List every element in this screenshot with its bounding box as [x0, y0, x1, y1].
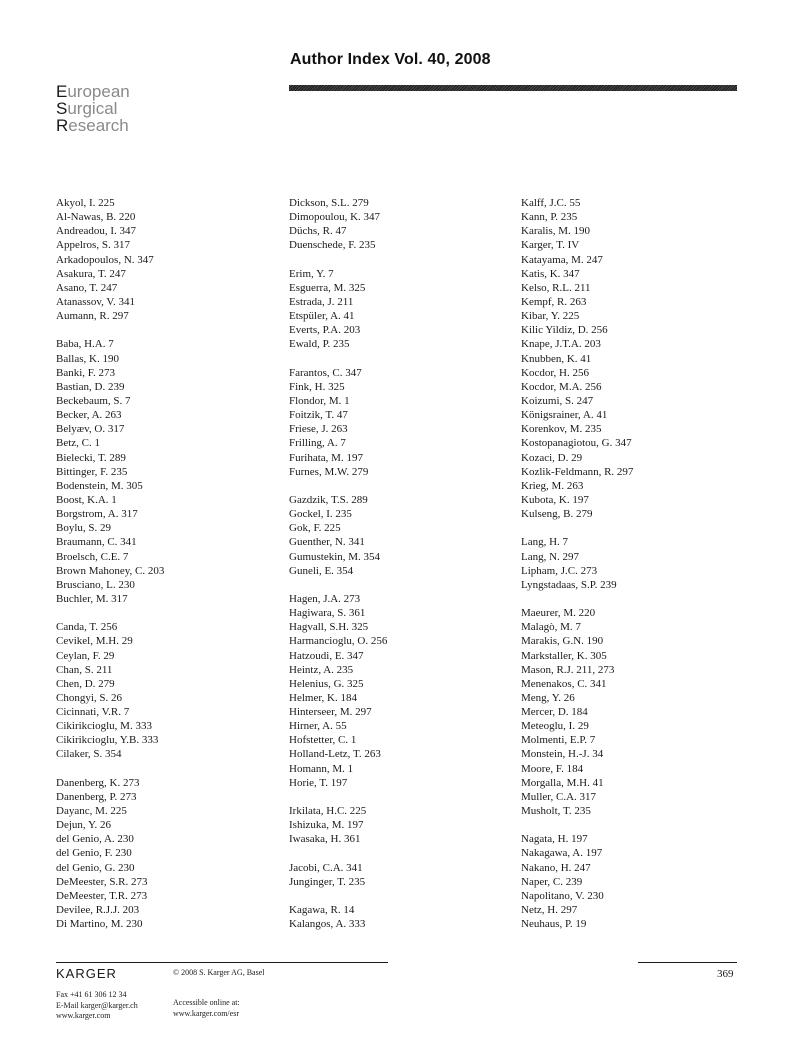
publisher-contact: [56, 990, 138, 1022]
author-group: [289, 804, 519, 846]
copyright-text: © 2008 S. Karger AG, Basel: [173, 968, 265, 977]
author-entry: del Genio, F. 230: [56, 847, 132, 860]
author-entry: Etspüler, A. 41: [289, 310, 355, 323]
author-entry: Kibar, Y. 225: [521, 310, 580, 323]
author-entry: Hagen, J.A. 273: [289, 592, 361, 605]
author-entry: Danenberg, P. 273: [56, 790, 137, 803]
author-entry: Horie, T. 197: [289, 776, 348, 789]
author-entry: Atanassov, V. 341: [56, 295, 135, 308]
logo-rest-3: esearch: [68, 116, 129, 135]
logo-cap-3: R: [56, 116, 69, 135]
author-entry: Knubben, K. 41: [521, 352, 592, 365]
author-entry: Cikirikcioglu, M. 333: [56, 720, 152, 733]
author-entry: Hofstetter, C. 1: [289, 734, 357, 747]
author-entry: Buchler, M. 317: [56, 592, 128, 605]
author-entry: Korenkov, M. 235: [521, 423, 602, 436]
author-group: [289, 267, 519, 352]
author-entry: Hirner, A. 55: [289, 720, 347, 733]
online-access: [173, 998, 240, 1019]
author-entry: Hatzoudi, E. 347: [289, 649, 364, 662]
author-entry: Maeurer, M. 220: [521, 607, 596, 620]
author-entry: Brown Mahoney, C. 203: [56, 564, 165, 577]
footer-rule-left: [56, 962, 388, 963]
author-entry: Cicinnati, V.R. 7: [56, 706, 130, 719]
author-entry: Monstein, H.-J. 34: [521, 748, 604, 761]
author-entry: Danenberg, K. 273: [56, 776, 140, 789]
author-entry: Kalangos, A. 333: [289, 918, 366, 931]
author-entry: Nakano, H. 247: [521, 861, 591, 874]
author-entry: Kann, P. 235: [521, 211, 578, 224]
author-entry: Estrada, J. 211: [289, 295, 354, 308]
author-entry: Cilaker, S. 354: [56, 748, 122, 761]
page-number: 369: [717, 968, 734, 980]
author-entry: Naper, C. 239: [521, 875, 583, 888]
author-entry: Nakagawa, A. 197: [521, 847, 603, 860]
author-entry: Knape, J.T.A. 203: [521, 338, 601, 351]
author-entry: Betz, C. 1: [56, 437, 100, 450]
logo-rest-2: urgical: [67, 99, 118, 118]
author-entry: Heintz, A. 235: [289, 663, 354, 676]
author-entry: Düchs, R. 47: [289, 225, 347, 238]
logo-cap-2: S: [56, 99, 68, 118]
author-entry: Boylu, S. 29: [56, 522, 112, 535]
author-entry: Braumann, C. 341: [56, 536, 137, 549]
author-entry: Furnes, M.W. 279: [289, 465, 369, 478]
email-text: E-Mail karger@karger.ch: [56, 1000, 138, 1010]
author-entry: Hagvall, S.H. 325: [289, 621, 369, 634]
author-entry: Becker, A. 263: [56, 409, 122, 422]
author-group: [521, 196, 751, 521]
author-entry: Borgstrom, A. 317: [56, 508, 138, 521]
author-entry: Molmenti, E.P. 7: [521, 734, 596, 747]
author-group: [521, 535, 751, 592]
author-entry: Cevikel, M.H. 29: [56, 635, 133, 648]
author-entry: Chen, D. 279: [56, 677, 115, 690]
author-entry: Lang, H. 7: [521, 536, 569, 549]
author-entry: Frilling, A. 7: [289, 437, 346, 450]
author-entry: Ishizuka, M. 197: [289, 819, 364, 832]
author-entry: Ceylan, F. 29: [56, 649, 115, 662]
author-entry: Napolitano, V. 230: [521, 889, 604, 902]
author-entry: Andreadou, I. 347: [56, 225, 137, 238]
author-entry: del Genio, A. 230: [56, 833, 134, 846]
author-entry: Beckebaum, S. 7: [56, 394, 131, 407]
author-entry: Everts, P.A. 203: [289, 324, 361, 337]
author-entry: Chan, S. 211: [56, 663, 113, 676]
accessible-url[interactable]: www.karger.com/esr: [173, 1008, 239, 1018]
author-entry: Musholt, T. 235: [521, 805, 591, 818]
author-entry: Lang, N. 297: [521, 550, 580, 563]
author-entry: Flondor, M. 1: [289, 394, 350, 407]
author-entry: Kulseng, B. 279: [521, 508, 593, 521]
author-entry: Friese, J. 263: [289, 423, 348, 436]
author-entry: Mason, R.J. 211, 273: [521, 663, 615, 676]
author-entry: Kubota, K. 197: [521, 493, 589, 506]
author-group: [56, 337, 286, 606]
author-entry: Baba, H.A. 7: [56, 338, 114, 351]
author-entry: Foitzik, T. 47: [289, 409, 348, 422]
author-entry: Iwasaka, H. 361: [289, 833, 361, 846]
author-entry: Broelsch, C.E. 7: [56, 550, 129, 563]
author-entry: Jacobi, C.A. 341: [289, 861, 363, 874]
author-entry: Koizumi, S. 247: [521, 394, 594, 407]
author-entry: Mercer, D. 184: [521, 706, 588, 719]
author-entry: Asano, T. 247: [56, 281, 118, 294]
index-column-1: [56, 196, 286, 945]
author-entry: Gok, F. 225: [289, 522, 341, 535]
logo-cap-1: E: [56, 82, 68, 101]
author-entry: Moore, F. 184: [521, 762, 584, 775]
author-entry: Kilic Yildiz, D. 256: [521, 324, 608, 337]
author-entry: Marakis, G.N. 190: [521, 635, 604, 648]
author-entry: Kagawa, R. 14: [289, 904, 355, 917]
author-entry: del Genio, G. 230: [56, 861, 135, 874]
author-entry: Arkadopoulos, N. 347: [56, 253, 154, 266]
author-group: [521, 832, 751, 931]
author-entry: DeMeester, S.R. 273: [56, 875, 148, 888]
author-entry: Asakura, T. 247: [56, 267, 126, 280]
author-entry: Guneli, E. 354: [289, 564, 354, 577]
author-entry: Neuhaus, P. 19: [521, 918, 587, 931]
author-group: [521, 606, 751, 818]
author-entry: Belyæv, O. 317: [56, 423, 125, 436]
author-entry: Kocdor, H. 256: [521, 366, 589, 379]
author-entry: Katis, K. 347: [521, 267, 580, 280]
author-entry: Karger, T. IV: [521, 239, 580, 252]
author-entry: Bittinger, F. 235: [56, 465, 128, 478]
author-entry: Irkilata, H.C. 225: [289, 805, 367, 818]
website-link[interactable]: www.karger.com: [56, 1011, 111, 1020]
author-entry: Farantos, C. 347: [289, 366, 362, 379]
author-entry: Holland-Letz, T. 263: [289, 748, 381, 761]
author-entry: Banki, F. 273: [56, 366, 116, 379]
author-entry: Ballas, K. 190: [56, 352, 119, 365]
author-entry: Harmancioglu, O. 256: [289, 635, 388, 648]
author-entry: Aumann, R. 297: [56, 310, 129, 323]
author-entry: Boost, K.A. 1: [56, 493, 117, 506]
logo-rest-1: uropean: [67, 82, 130, 101]
author-entry: DeMeester, T.R. 273: [56, 889, 148, 902]
author-group: [56, 620, 286, 761]
author-entry: Al-Nawas, B. 220: [56, 211, 136, 224]
author-entry: Gumustekin, M. 354: [289, 550, 381, 563]
author-entry: Kostopanagiotou, G. 347: [521, 437, 632, 450]
author-entry: Kalff, J.C. 55: [521, 197, 581, 209]
index-column-2: [289, 196, 519, 945]
author-entry: Bodenstein, M. 305: [56, 479, 143, 492]
author-entry: Devilee, R.J.J. 203: [56, 904, 140, 917]
author-entry: Homann, M. 1: [289, 762, 354, 775]
author-entry: Dickson, S.L. 279: [289, 197, 369, 209]
author-entry: Malagò, M. 7: [521, 621, 581, 634]
author-group: [289, 903, 519, 931]
author-entry: Canda, T. 256: [56, 621, 118, 634]
author-group: [289, 592, 519, 790]
author-entry: Bielecki, T. 289: [56, 451, 126, 464]
author-entry: Dejun, Y. 26: [56, 819, 111, 832]
logo-line-3: [56, 117, 130, 134]
fax-text: Fax +41 61 306 12 34: [56, 990, 127, 999]
author-entry: Akyol, I. 225: [56, 197, 115, 209]
author-entry: Helenius, G. 325: [289, 677, 364, 690]
author-entry: Kozlik-Feldmann, R. 297: [521, 465, 634, 478]
author-entry: Kempf, R. 263: [521, 295, 587, 308]
author-entry: Karalis, M. 190: [521, 225, 591, 238]
author-entry: Chongyi, S. 26: [56, 691, 123, 704]
accessible-label: Accessible online at:: [173, 998, 240, 1007]
author-entry: Kelso, R.L. 211: [521, 281, 591, 294]
page-title: Author Index Vol. 40, 2008: [290, 51, 491, 68]
index-column-3: [521, 196, 751, 945]
author-entry: Meteoglu, I. 29: [521, 720, 589, 733]
journal-logo: [56, 83, 130, 134]
author-entry: Lipham, J.C. 273: [521, 564, 598, 577]
author-entry: Nagata, H. 197: [521, 833, 588, 846]
author-entry: Appelros, S. 317: [56, 239, 130, 252]
author-entry: Dimopoulou, K. 347: [289, 211, 381, 224]
author-entry: Ewald, P. 235: [289, 338, 350, 351]
author-entry: Guenther, N. 341: [289, 536, 365, 549]
publisher-logo: KARGER: [56, 966, 117, 981]
author-entry: Bastian, D. 239: [56, 380, 125, 393]
author-group: [289, 366, 519, 479]
author-group: [56, 776, 286, 932]
title-rule: [289, 85, 737, 91]
author-group: [56, 196, 286, 323]
author-entry: Kocdor, M.A. 256: [521, 380, 602, 393]
author-entry: Menenakos, C. 341: [521, 677, 607, 690]
author-entry: Dayanc, M. 225: [56, 805, 127, 818]
author-entry: Netz, H. 297: [521, 904, 578, 917]
author-entry: Cikirikcioglu, Y.B. 333: [56, 734, 159, 747]
logo-line-2: [56, 100, 130, 117]
author-group: [289, 196, 519, 253]
footer-rule-right: [638, 962, 737, 963]
author-entry: Meng, Y. 26: [521, 691, 575, 704]
author-entry: Krieg, M. 263: [521, 479, 584, 492]
author-entry: Katayama, M. 247: [521, 253, 603, 266]
author-entry: Königsrainer, A. 41: [521, 409, 608, 422]
author-entry: Erim, Y. 7: [289, 267, 334, 280]
author-entry: Gockel, I. 235: [289, 508, 352, 521]
author-entry: Lyngstadaas, S.P. 239: [521, 578, 617, 591]
author-group: [289, 861, 519, 889]
author-entry: Markstaller, K. 305: [521, 649, 607, 662]
logo-line-1: [56, 83, 130, 100]
author-entry: Gazdzik, T.S. 289: [289, 493, 368, 506]
author-entry: Di Martino, M. 230: [56, 918, 143, 931]
author-entry: Helmer, K. 184: [289, 691, 357, 704]
author-entry: Hinterseer, M. 297: [289, 706, 372, 719]
author-entry: Muller, C.A. 317: [521, 790, 597, 803]
author-entry: Kozaci, D. 29: [521, 451, 583, 464]
author-entry: Brusciano, L. 230: [56, 578, 135, 591]
author-entry: Junginger, T. 235: [289, 875, 366, 888]
author-entry: Fink, H. 325: [289, 380, 345, 393]
author-entry: Furihata, M. 197: [289, 451, 363, 464]
author-entry: Morgalla, M.H. 41: [521, 776, 604, 789]
author-entry: Duenschede, F. 235: [289, 239, 376, 252]
author-entry: Esguerra, M. 325: [289, 281, 366, 294]
author-entry: Hagiwara, S. 361: [289, 607, 366, 620]
author-group: [289, 493, 519, 578]
